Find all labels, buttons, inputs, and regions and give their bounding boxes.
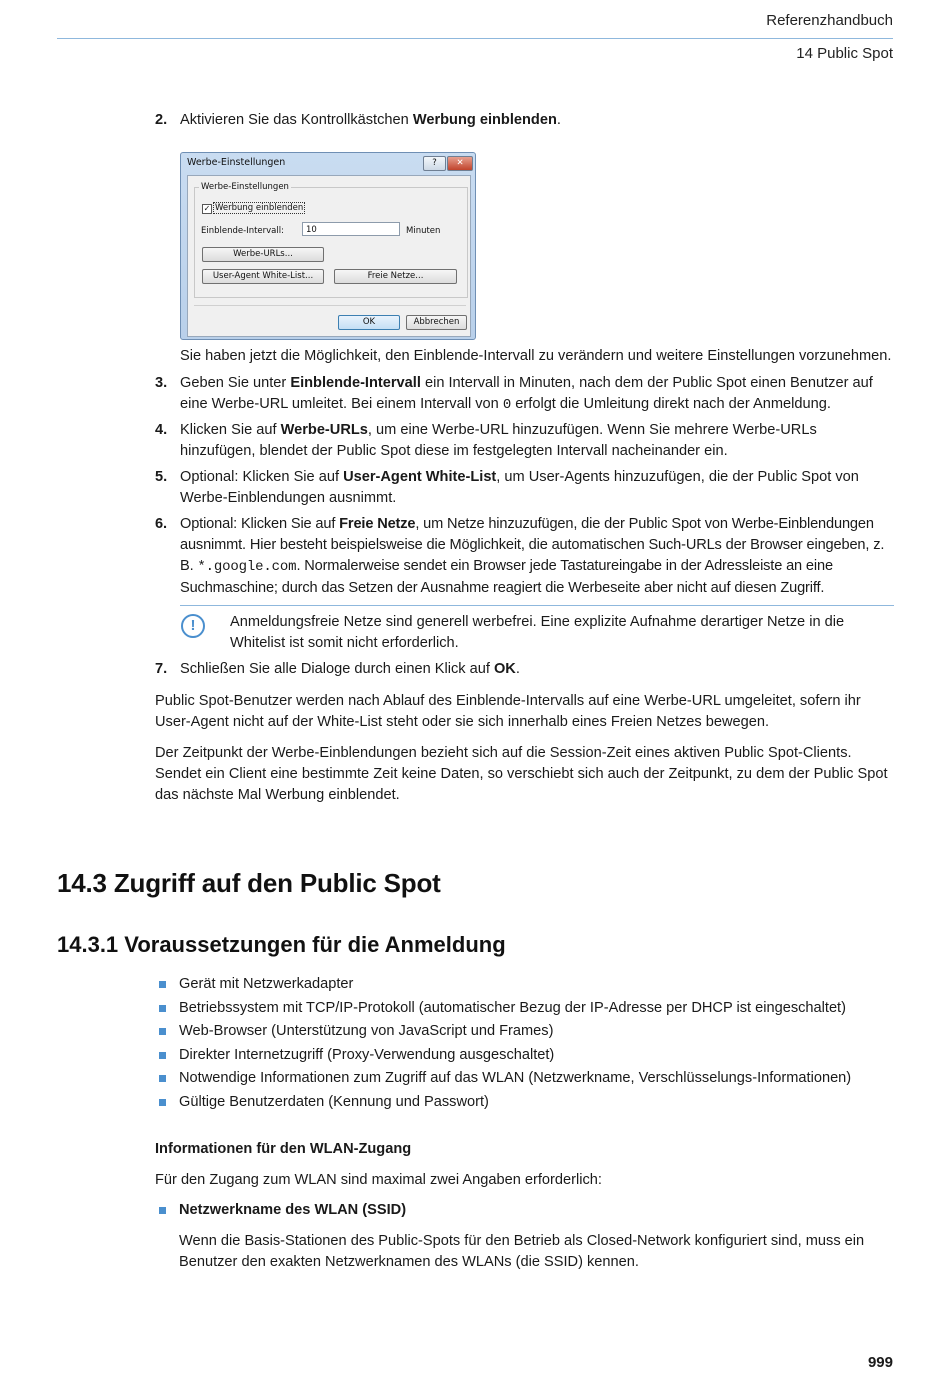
interval-unit: Minuten	[406, 226, 441, 236]
paragraph-timing: Der Zeitpunkt der Werbe-Einblendungen bezieht sich auf die Session-Zeit eines aktiven Public Spot-Clients. Sendet ein Client eine bestimmte Zeit keine Daten, so verschiebt sich auch der Zeitpunkt, zu dem der Public Spot das nächste Mal Werbung einblendet.	[155, 745, 888, 803]
werbe-einstellungen-dialog	[180, 152, 476, 340]
bullet-square-icon	[159, 1207, 166, 1214]
interval-input[interactable]: 10	[302, 222, 400, 236]
requirements-list	[158, 974, 898, 1115]
list-item: Direkter Internetzugriff (Proxy-Verwendung ausgeschaltet)	[158, 1045, 898, 1069]
wlan-item	[158, 1200, 898, 1221]
section-heading: 14.3 Zugriff auf den Public Spot	[57, 868, 441, 898]
step-2	[155, 110, 895, 131]
close-icon[interactable]: ✕	[447, 156, 473, 171]
note-rule	[180, 605, 894, 606]
bullet-square-icon	[159, 1099, 166, 1106]
list-item: Gültige Benutzerdaten (Kennung und Passwort)	[158, 1092, 898, 1116]
step-3	[155, 373, 895, 416]
step-6	[155, 514, 895, 599]
group-label: Werbe-Einstellungen	[201, 182, 289, 192]
werbe-urls-button[interactable]: Werbe-URLs...	[202, 247, 324, 262]
page-number: 999	[867, 1354, 893, 1371]
bullet-square-icon	[159, 1005, 166, 1012]
dialog-separator	[194, 305, 466, 306]
header-rule	[57, 38, 893, 39]
note-text: Anmeldungsfreie Netze sind generell werbefrei. Eine explizite Aufnahme derartiger Netze in die Whitelist ist somit nicht erforderlich.	[230, 614, 845, 651]
wlan-item-title: Netzwerkname des WLAN (SSID)	[179, 1202, 407, 1218]
user-agent-whitelist-button[interactable]: User-Agent White-List...	[202, 269, 324, 284]
paragraph-redirect: Public Spot-Benutzer werden nach Ablauf des Einblende-Intervalls auf eine Werbe-URL umgeleitet, sofern ihr User-Agent nicht auf der White-List steht oder sie sich innerhalb eines Freien Netzes bewegen.	[155, 693, 861, 730]
help-icon[interactable]: ?	[423, 156, 446, 171]
step-5	[155, 467, 895, 509]
step-4	[155, 420, 895, 462]
bullet-square-icon	[159, 1075, 166, 1082]
bullet-square-icon	[159, 981, 166, 988]
step-number: 3.	[155, 375, 168, 391]
step-text: Optional: Klicken Sie auf Freie Netze, um Netze hinzuzufügen, die der Public Spot von Werbe-Einblendungen ausnimmt. Hier besteht beispielsweise die Möglichkeit, die automatischen Such-URLs der Browser eingeben, z. B. *.google.com. Normalerweise sendet ein Browser jede Tastatureingabe in der Adressleiste an eine Suchmaschine; durch das Setzen der Ausnahme reagiert die Werbeseite aber nicht auf diesen Zugriff.	[180, 516, 885, 596]
step-text: Aktivieren Sie das Kontrollkästchen Werbung einblenden.	[180, 112, 561, 128]
bullet-square-icon	[159, 1052, 166, 1059]
ok-button[interactable]: OK	[338, 315, 400, 330]
dialog-title: Werbe-Einstellungen	[187, 157, 286, 168]
step-text: Geben Sie unter Einblende-Intervall ein Intervall in Minuten, nach dem der Public Spot einen Benutzer auf eine Werbe-URL umleitet. Bei einem Intervall von 0 erfolgt die Umleitung direkt nach der Anmeldung.	[180, 375, 873, 413]
list-item: Betriebssystem mit TCP/IP-Protokoll (automatischer Bezug der IP-Adresse per DHCP ist eingeschaltet)	[158, 998, 898, 1022]
list-item: Web-Browser (Unterstützung von JavaScript und Frames)	[158, 1021, 898, 1045]
list-item: Gerät mit Netzwerkadapter	[158, 974, 898, 998]
cancel-button[interactable]: Abbrechen	[406, 315, 467, 330]
info-exclamation-icon: !	[181, 614, 205, 638]
running-header-chapter: 14 Public Spot	[796, 45, 893, 62]
werbung-checkbox[interactable]: ✓	[203, 204, 211, 213]
running-header-title: Referenzhandbuch	[766, 12, 893, 29]
step-7	[155, 659, 895, 680]
step-text: Schließen Sie alle Dialoge durch einen Klick auf OK.	[180, 661, 520, 677]
interval-label: Einblende-Intervall:	[201, 226, 284, 236]
dialog-client-area	[187, 175, 471, 337]
subsection-heading: 14.3.1 Voraussetzungen für die Anmeldung	[57, 932, 506, 957]
freie-netze-button[interactable]: Freie Netze...	[334, 269, 457, 284]
wlan-intro: Für den Zugang zum WLAN sind maximal zwei Angaben erforderlich:	[155, 1172, 602, 1188]
step-number: 2.	[155, 112, 168, 128]
step-text: Klicken Sie auf Werbe-URLs, um eine Werbe-URL hinzuzufügen. Wenn Sie mehrere Werbe-URLs hinzufügen, blendet der Public Spot diese im festgelegten Intervall nacheinander ein.	[180, 422, 817, 459]
step-text: Optional: Klicken Sie auf User-Agent White-List, um User-Agents hinzuzufügen, die der Public Spot von Werbe-Einblendungen ausnimmt.	[180, 469, 859, 506]
step-number: 7.	[155, 661, 168, 677]
step-number: 5.	[155, 469, 168, 485]
step-number: 4.	[155, 422, 168, 438]
bullet-square-icon	[159, 1028, 166, 1035]
werbung-checkbox-label[interactable]: Werbung einblenden	[215, 203, 304, 213]
list-item: Notwendige Informationen zum Zugriff auf das WLAN (Netzwerkname, Verschlüsselungs-Informationen)	[158, 1068, 898, 1092]
wlan-item-description: Wenn die Basis-Stationen des Public-Spots für den Betrieb als Closed-Network konfiguriert sind, muss ein Benutzer den exakten Netzwerknamen des WLANs (die SSID) kennen.	[179, 1233, 865, 1270]
step-number: 6.	[155, 516, 167, 532]
after-dialog-text: Sie haben jetzt die Möglichkeit, den Einblende-Intervall zu verändern und weitere Einstellungen vorzunehmen.	[180, 348, 892, 364]
wlan-heading: Informationen für den WLAN-Zugang	[155, 1141, 412, 1157]
